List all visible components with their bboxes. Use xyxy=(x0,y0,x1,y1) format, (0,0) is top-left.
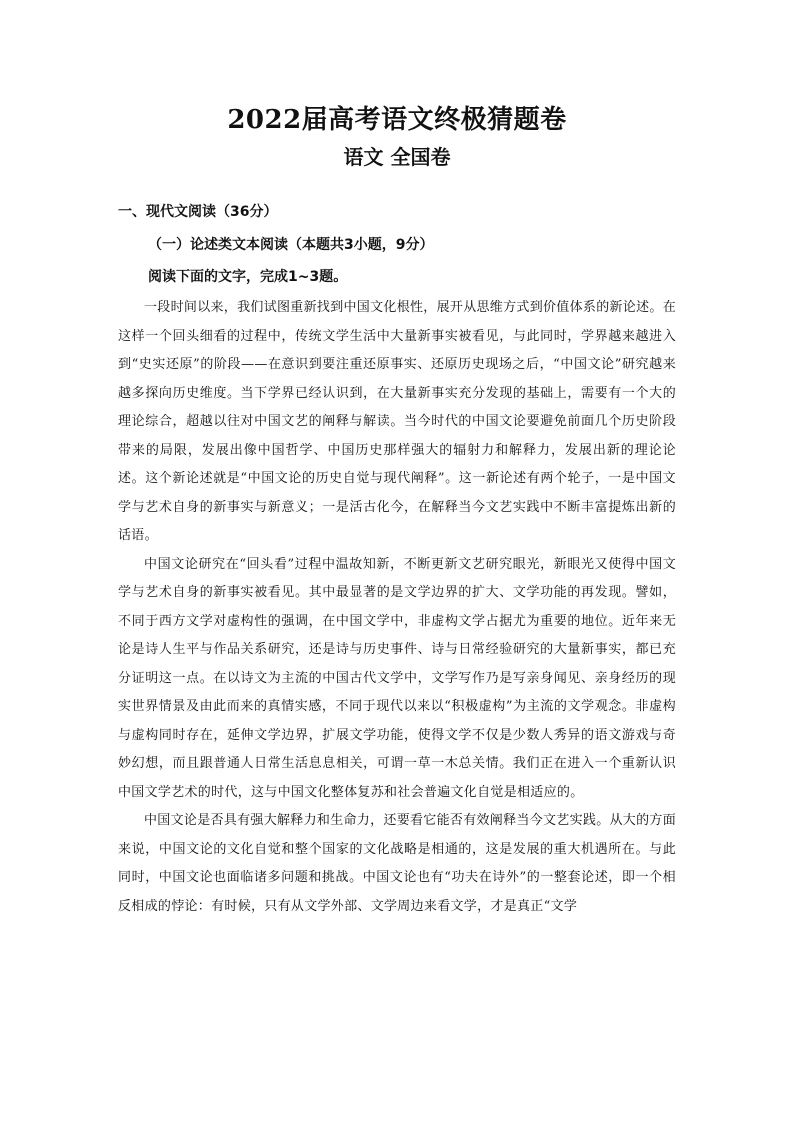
subsection-heading: （一）论述类文本阅读（本题共3小题，9分） xyxy=(148,237,434,253)
passage-paragraph-2: 中国文论研究在“回头看”过程中温故知新，不断更新文艺研究眼光，新眼光又使得中国文学与艺术自身的新事实被看见。其中最显著的是文学边界的扩大、文学功能的再发现。譬如，不同于西方文学对虚构性的强调，在中国文学中，非虚构文学占据尤为重要的地位。近年来无论是诗人生平与作品关系研究，还是诗与历史事件、诗与日常经验研究的大量新事实，都已充分证明这一点。在以诗文为主流的中国古代文学中，文学写作乃是写亲身闻见、亲身经历的现实世界情景及由此而来的真情实感，不同于现代以来以“积极虚构”为主流的文学观念。非虚构与虚构同时存在，延伸文学边界，扩展文学功能，使得文学不仅是少数人秀异的语文游戏与奇妙幻想，而且跟普通人日常生活息息相关，可谓一草一木总关情。我们正在进入一个重新认识中国文学艺术的时代，这与中国文化整体复苏和社会普遍文化自觉是相适应的。 xyxy=(118,556,676,800)
exam-subtitle: 语文 全国卷 xyxy=(343,145,451,169)
section-heading: 一、现代文阅读（36分） xyxy=(118,204,278,220)
exam-title: 2022届高考语文终极猜题卷 xyxy=(227,105,567,135)
reading-instruction: 阅读下面的文字，完成1~3题。 xyxy=(148,269,348,285)
passage-paragraph-3: 中国文论是否具有强大解释力和生命力，还要看它能否有效阐释当今文艺实践。从大的方面来说，中国文论的文化自觉和整个国家的文化战略是相通的，这是发展的重大机遇所在。与此同时，中国文论也面临诸多问题和挑战。中国文论也有“功夫在诗外”的一整套论述，即一个相反相成的悖论：有时候，只有从文学外部、文学周边来看文学，才是真正“文学 xyxy=(118,813,677,914)
reading-passage xyxy=(118,294,676,921)
passage-paragraph-1: 一段时间以来，我们试图重新找到中国文化根性，展开从思维方式到价值体系的新论述。在这样一个回头细看的过程中，传统文学生活中大量新事实被看见，与此同时，学界越来越进入到“史实还原”的阶段——在意识到要注重还原事实、还原历史现场之后，“中国文论”研究越来越多探向历史维度。当下学界已经认识到，在大量新事实充分发现的基础上，需要有一个大的理论综合，超越以往对中国文艺的阐释与解读。当今时代的中国文论要避免前面几个历史阶段带来的局限，发展出像中国哲学、中国历史那样强大的辐射力和解释力，发展出新的理论论述。这个新论述就是“中国文论的历史自觉与现代阐释”。这一新论述有两个轮子，一是中国文学与艺术自身的新事实与新意义；一是活古化今，在解释当今文艺实践中不断丰富提炼出新的话语。 xyxy=(118,300,677,543)
